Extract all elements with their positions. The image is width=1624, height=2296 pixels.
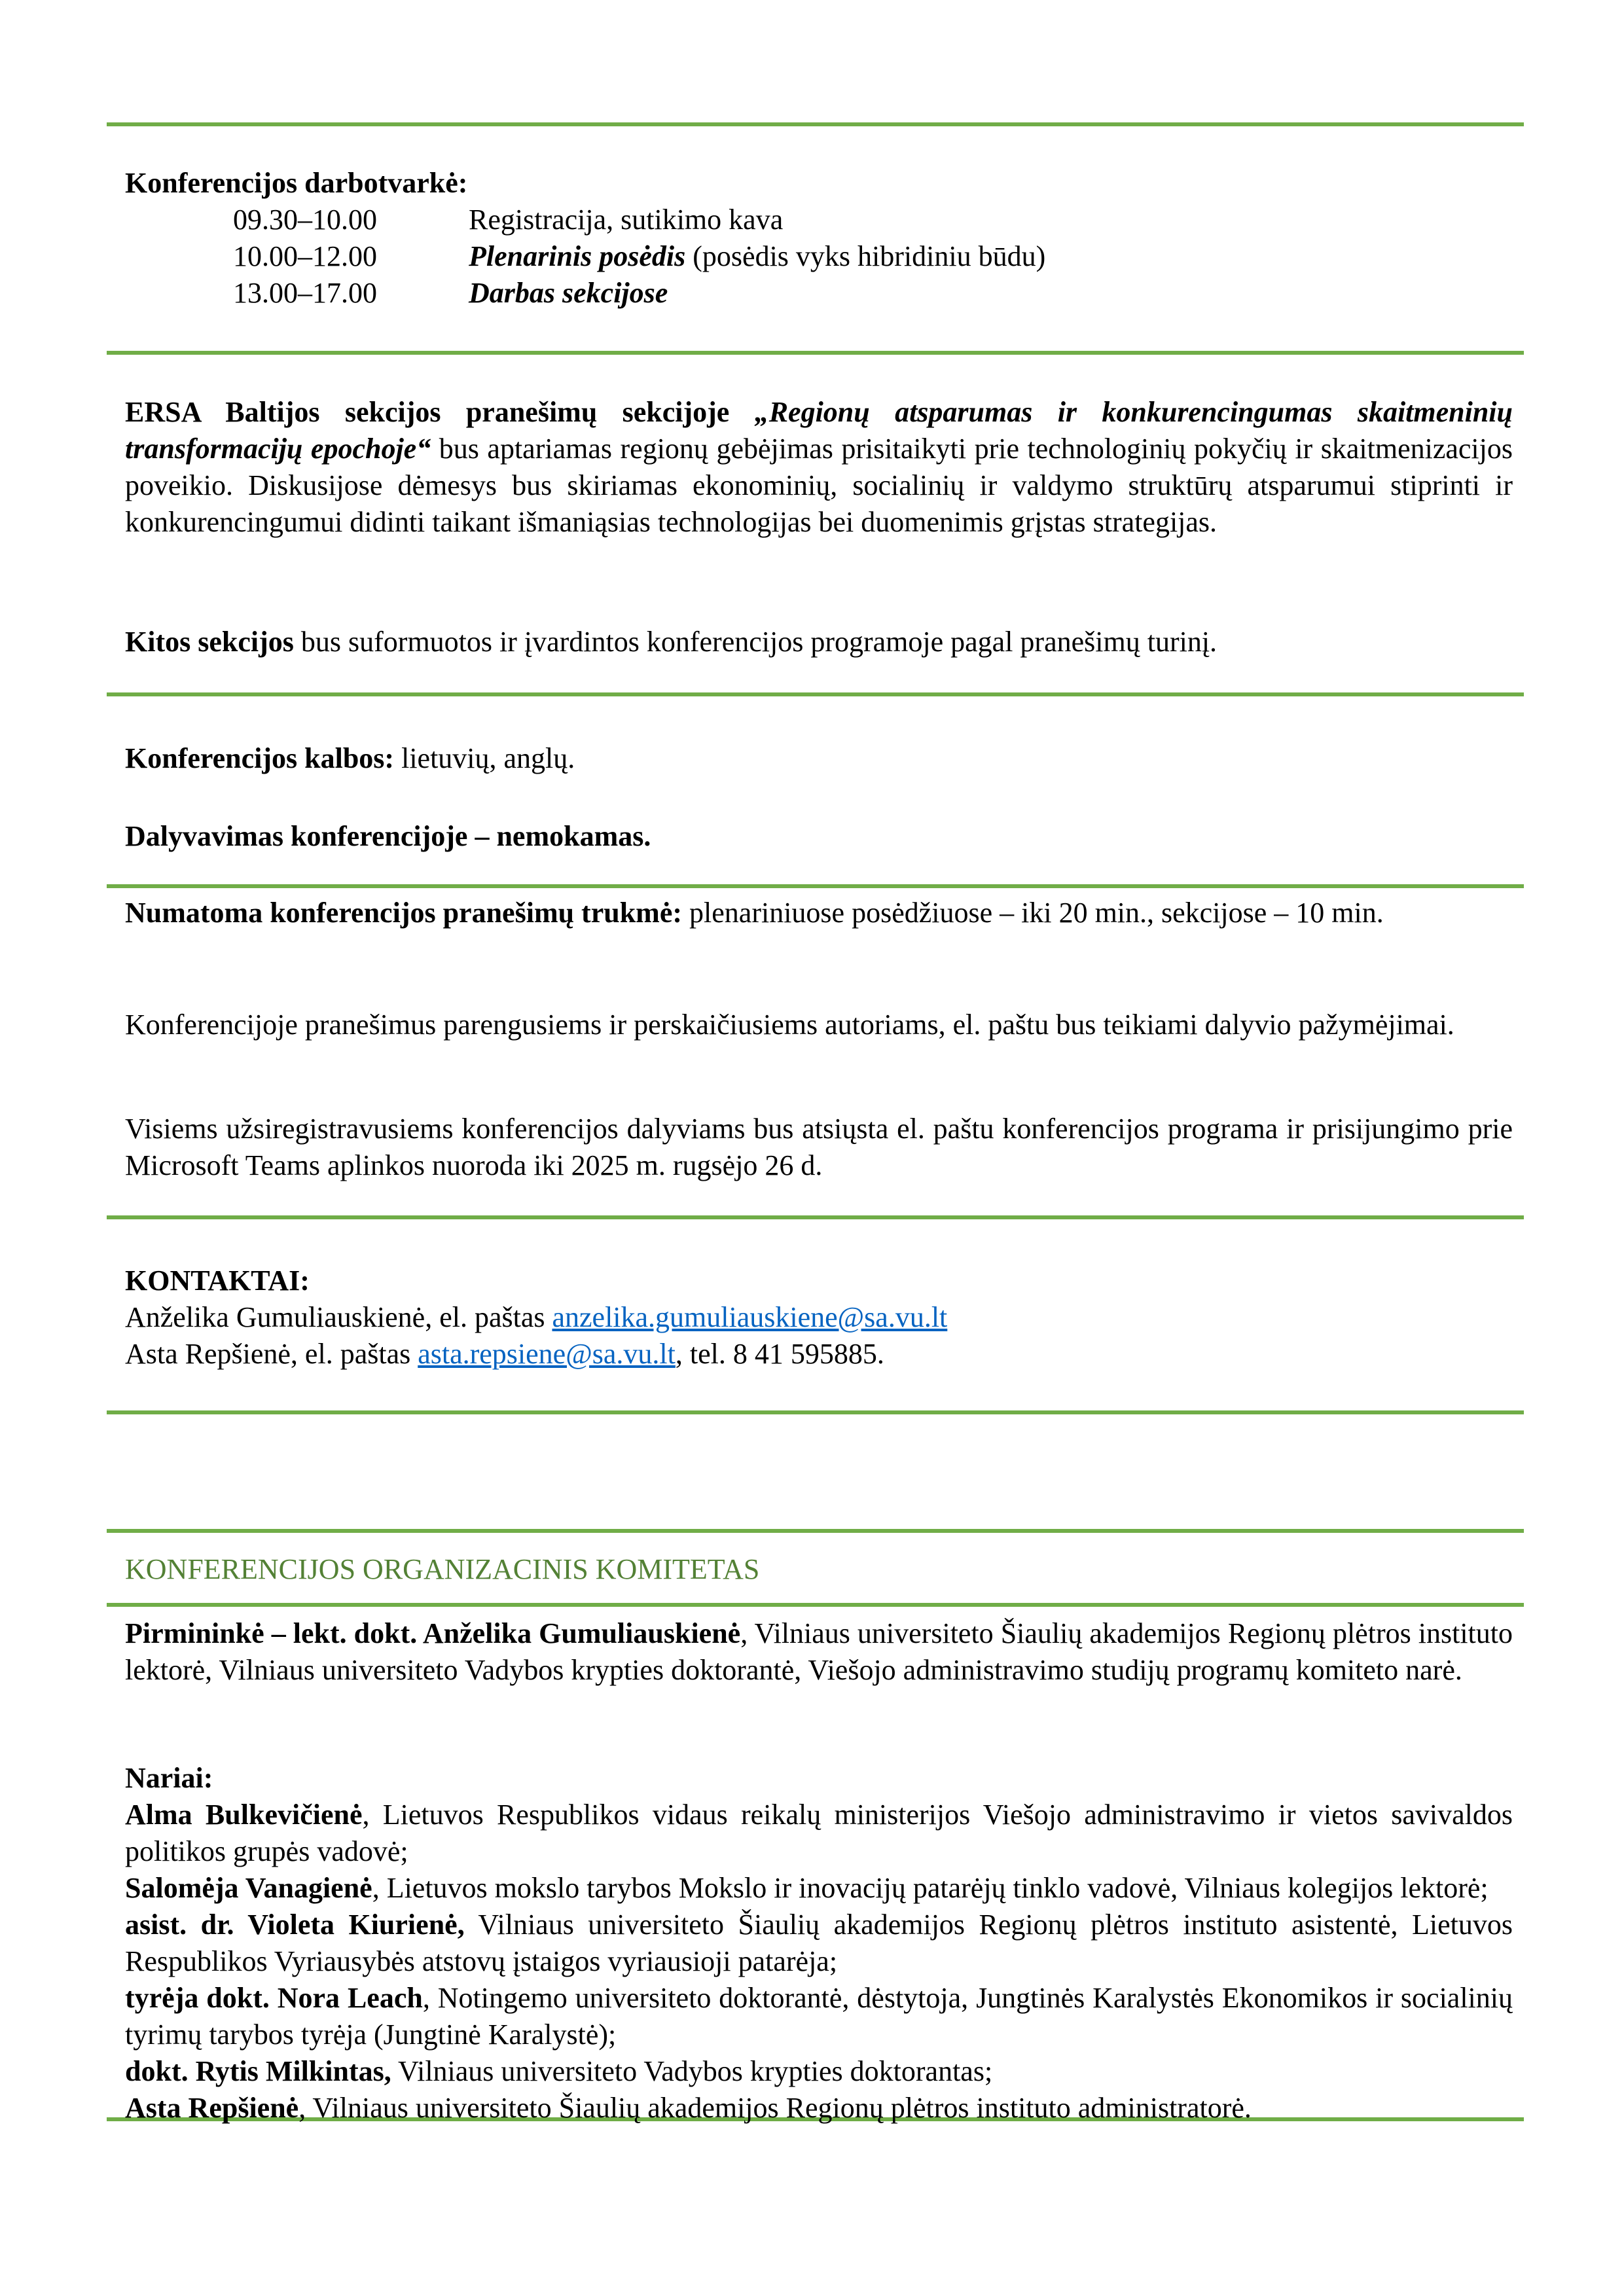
languages-text: lietuvių, anglų. bbox=[394, 742, 575, 774]
contact-email-link[interactable]: asta.repsiene@sa.vu.lt bbox=[418, 1338, 676, 1370]
member-text: Vilniaus universiteto Vadybos krypties doktorantas; bbox=[391, 2055, 993, 2087]
member-item bbox=[125, 2053, 1513, 2090]
agenda-note: (posėdis vyks hibridiniu būdu) bbox=[685, 240, 1046, 272]
member-text: , Vilniaus universiteto Šiaulių akademijos Regionų plėtros instituto administratorė. bbox=[298, 2092, 1252, 2124]
committee-chair-label: Pirmininkė – lekt. dokt. Anželika Gumuliauskienė bbox=[125, 1617, 741, 1649]
member-name: asist. dr. Violeta Kiurienė, bbox=[125, 1909, 465, 1941]
ersa-text: bus aptariamas regionų gebėjimas prisitaikyti prie technologinių pokyčių ir skaitmenizacijos poveikio. Diskusijose dėmesys bus skiriamas ekonominių, socialinių ir valdymo struktūrų atsparumui stiprinti ir konkurencingumui didinti taikant išmaniąsias technologijas bei duomenimis grįstas strategijas. bbox=[125, 433, 1513, 538]
ersa-paragraph bbox=[125, 394, 1513, 541]
member-text: Vilniaus universiteto Šiaulių akademijos Regionų plėtros instituto asistentė, Lietuvos Respublikos Vyriausybės atstovų įstaigos vyriausioji patarėja; bbox=[125, 1909, 1513, 1977]
member-item bbox=[125, 1980, 1513, 2053]
member-name: Asta Repšienė bbox=[125, 2092, 299, 2124]
member-name: dokt. Rytis Milkintas, bbox=[125, 2055, 391, 2087]
agenda-section bbox=[125, 165, 1513, 312]
participation-paragraph bbox=[125, 818, 1513, 855]
divider bbox=[107, 1215, 1524, 1219]
agenda-title: Plenarinis posėdis bbox=[469, 240, 686, 272]
other-sections-label: Kitos sekcijos bbox=[125, 626, 294, 658]
duration-text: plenariniuose posėdžiuose – iki 20 min., sekcijose – 10 min. bbox=[682, 897, 1384, 929]
agenda-row bbox=[125, 238, 1513, 275]
other-sections-paragraph bbox=[125, 624, 1513, 660]
committee-chair-text: , Vilniaus universiteto Šiaulių akademijos Regionų plėtros instituto lektorė, Vilniaus universiteto Vadybos krypties doktorantė, Viešojo administravimo studijų programų komiteto narė. bbox=[125, 1617, 1513, 1686]
contacts-heading: KONTAKTAI: bbox=[125, 1265, 310, 1297]
contact-person: Anželika Gumuliauskienė, el. paštas bbox=[125, 1301, 552, 1333]
agenda-title: Registracija, sutikimo kava bbox=[469, 204, 784, 236]
contact-email-link[interactable]: anzelika.gumuliauskiene@sa.vu.lt bbox=[552, 1301, 948, 1333]
ersa-section-title: „Regionų atsparumas ir konkurencingumas skaitmeninių transformacijų epochoje“ bbox=[125, 396, 1513, 465]
agenda-time: 13.00–17.00 bbox=[233, 277, 377, 309]
member-item bbox=[125, 1797, 1513, 1870]
committee-heading-block bbox=[125, 1551, 1513, 1588]
registration-paragraph bbox=[125, 1111, 1513, 1184]
member-text: , Notingemo universiteto doktorantė, dėstytoja, Jungtinės Karalystės Ekonomikos ir socialinių tyrimų tarybos tyrėja (Jungtinė Karalystė); bbox=[125, 1982, 1513, 2051]
agenda-title: Darbas sekcijose bbox=[469, 277, 668, 309]
contact-person: Asta Repšienė, el. paštas bbox=[125, 1338, 418, 1370]
divider bbox=[107, 1529, 1524, 1533]
agenda-row bbox=[125, 275, 1513, 312]
divider bbox=[107, 1603, 1524, 1607]
certificates-paragraph bbox=[125, 1007, 1513, 1043]
committee-members bbox=[125, 1760, 1513, 2126]
member-item bbox=[125, 1870, 1513, 1907]
participation-text: Dalyvavimas konferencijoje – nemokamas. bbox=[125, 820, 651, 852]
certificates-text: Konferencijoje pranešimus parengusiems ir perskaičiusiems autoriams, el. paštu bus teikiami dalyvio pažymėjimai. bbox=[125, 1009, 1454, 1041]
agenda-time: 10.00–12.00 bbox=[233, 240, 377, 272]
member-text: , Lietuvos Respublikos vidaus reikalų ministerijos Viešojo administravimo ir vietos savivaldos politikos grupės vadovė; bbox=[125, 1799, 1513, 1867]
divider bbox=[107, 884, 1524, 888]
ersa-lead: ERSA Baltijos sekcijos pranešimų sekcijoje bbox=[125, 396, 755, 428]
member-text: , Lietuvos mokslo tarybos Mokslo ir inovacijų patarėjų tinklo vadovė, Vilniaus kolegijos lektorė; bbox=[372, 1872, 1489, 1904]
member-name: tyrėja dokt. Nora Leach bbox=[125, 1982, 423, 2014]
agenda-row bbox=[125, 202, 1513, 238]
member-item bbox=[125, 2090, 1513, 2126]
divider bbox=[107, 122, 1524, 126]
contact-phone: , tel. 8 41 595885. bbox=[675, 1338, 884, 1370]
member-name: Salomėja Vanagienė bbox=[125, 1872, 372, 1904]
duration-label: Numatoma konferencijos pranešimų trukmė: bbox=[125, 897, 683, 929]
committee-heading: KONFERENCIJOS ORGANIZACINIS KOMITETAS bbox=[125, 1553, 760, 1585]
agenda-heading: Konferencijos darbotvarkė: bbox=[125, 167, 468, 199]
members-heading: Nariai: bbox=[125, 1762, 213, 1794]
member-item bbox=[125, 1907, 1513, 1980]
other-sections-text: bus suformuotos ir įvardintos konferencijos programoje pagal pranešimų turinį. bbox=[293, 626, 1218, 658]
contacts-section bbox=[125, 1263, 1513, 1372]
languages-paragraph bbox=[125, 740, 1513, 777]
committee-chair-paragraph bbox=[125, 1615, 1513, 1689]
divider bbox=[107, 1410, 1524, 1414]
languages-label: Konferencijos kalbos: bbox=[125, 742, 395, 774]
divider bbox=[107, 692, 1524, 696]
agenda-time: 09.30–10.00 bbox=[233, 204, 377, 236]
member-name: Alma Bulkevičienė bbox=[125, 1799, 363, 1831]
duration-paragraph bbox=[125, 895, 1513, 931]
registration-text: Visiems užsiregistravusiems konferencijos dalyviams bus atsiųsta el. paštu konferencijos programa ir prisijungimo prie Microsoft Teams aplinkos nuoroda iki 2025 m. rugsėjo 26 d. bbox=[125, 1113, 1513, 1181]
divider bbox=[107, 351, 1524, 355]
